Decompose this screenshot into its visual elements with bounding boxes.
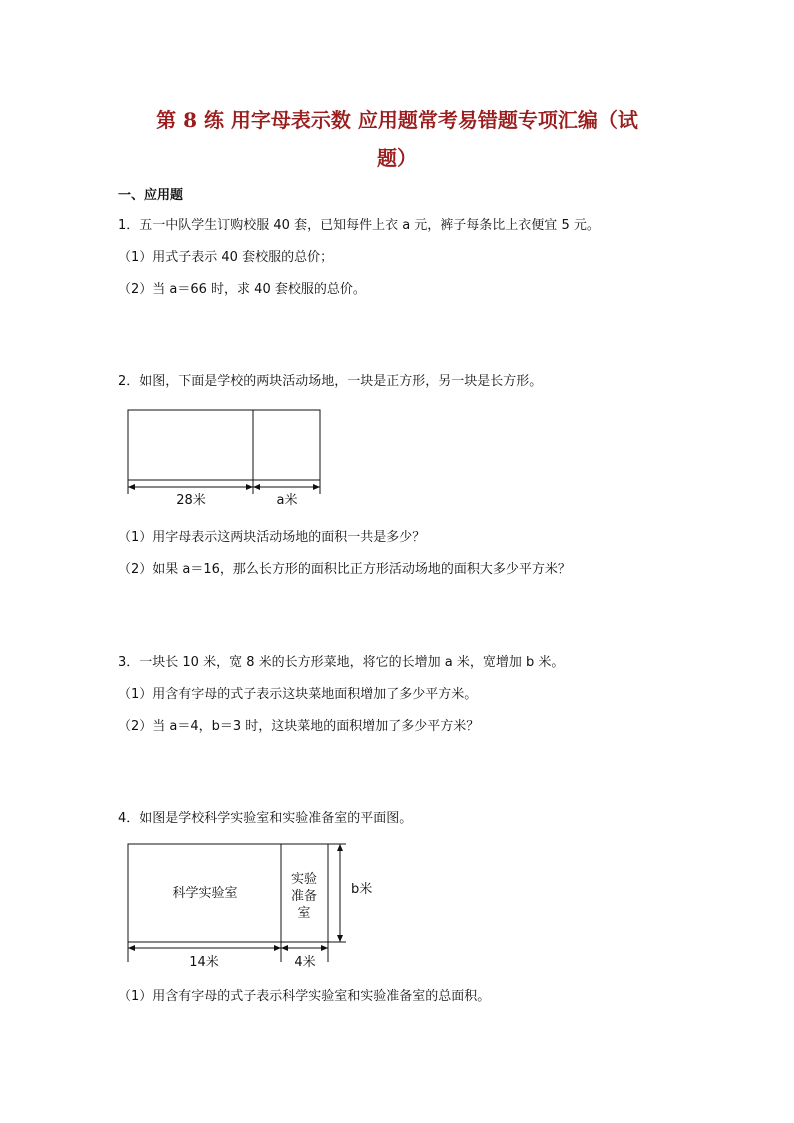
section-heading: 一、应用题 (118, 188, 184, 203)
label-14m: 14米 (189, 955, 219, 970)
q1-sub1: （1）用式子表示 40 套校服的总价； (118, 250, 334, 265)
label-am: a米 (276, 493, 298, 508)
q2-sub1: （1）用字母表示这两块活动场地的面积一共是多少？ (118, 530, 426, 545)
label-bm: b米 (351, 882, 373, 897)
page-title-line-1: 第 8 练 用字母表示数 应用题常考易错题专项汇编（试 (156, 108, 638, 132)
prep-room-label-3: 室 (297, 906, 311, 921)
q3-sub1: （1）用含有字母的式子表示这块菜地面积增加了多少平方米。 (118, 687, 478, 702)
q3-stem: 3．一块长 10 米，宽 8 米的长方形菜地，将它的长增加 a 米，宽增加 b 米。 (118, 655, 565, 670)
q2-stem: 2．如图，下面是学校的两块活动场地，一块是正方形，另一块是长方形。 (118, 374, 543, 389)
q4-diagram (118, 838, 378, 974)
q2-sub2: （2）如果 a＝16，那么长方形的面积比正方形活动场地的面积大多少平方米？ (118, 562, 571, 577)
q4-stem: 4．如图是学校科学实验室和实验准备室的平面图。 (118, 811, 413, 826)
q4-sub1: （1）用含有字母的式子表示科学实验室和实验准备室的总面积。 (118, 989, 491, 1004)
q2-diagram (118, 404, 338, 512)
q3-sub2: （2）当 a＝4，b＝3 时，这块菜地的面积增加了多少平方米？ (118, 719, 480, 734)
label-4m: 4米 (294, 955, 316, 970)
q1-stem: 1．五一中队学生订购校服 40 套，已知每件上衣 a 元，裤子每条比上衣便宜 5 元。 (118, 218, 600, 233)
square-field (253, 410, 320, 480)
page-title-line-2: 题） (377, 146, 417, 170)
rectangle-field (128, 410, 253, 480)
science-lab-label: 科学实验室 (172, 886, 238, 901)
q1-sub2: （2）当 a＝66 时，求 40 套校服的总价。 (118, 282, 366, 297)
prep-room-label-2: 准备 (290, 889, 318, 904)
prep-room-label-1: 实验 (290, 872, 318, 887)
label-28m: 28米 (176, 493, 206, 508)
